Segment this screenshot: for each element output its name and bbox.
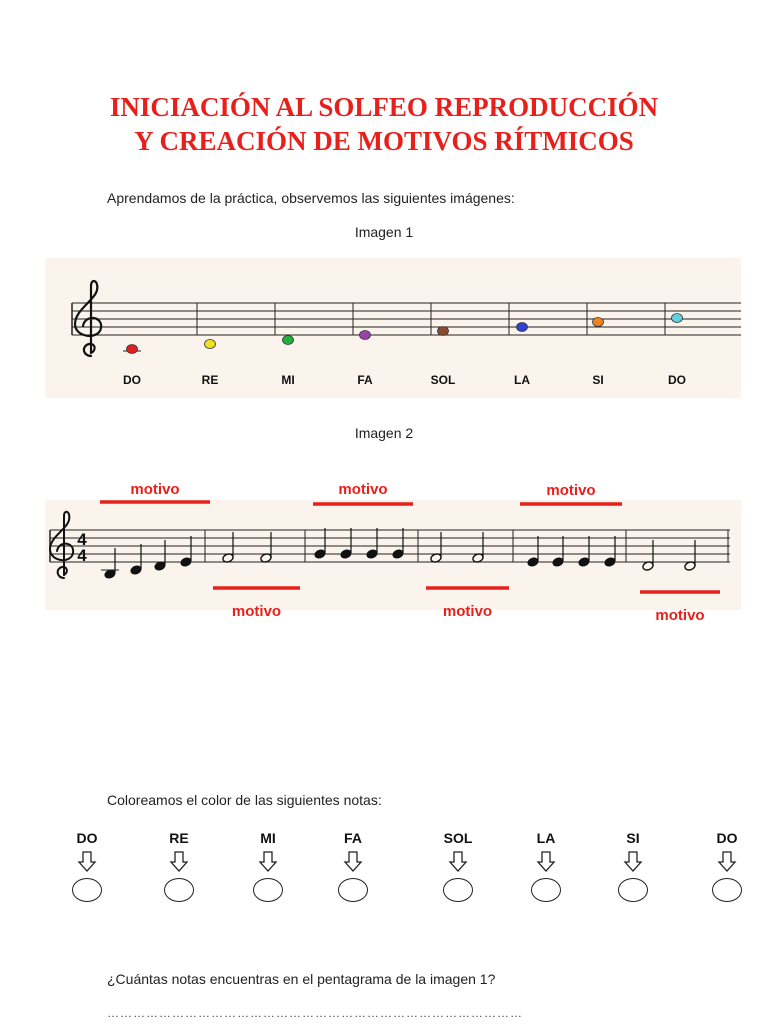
exercise-note-1 — [149, 830, 209, 902]
exercise-note-4 — [428, 830, 488, 902]
image-2-caption: Imagen 2 — [354, 425, 414, 441]
down-arrow-icon — [603, 850, 663, 876]
quarter-note — [604, 557, 616, 568]
quarter-note — [527, 557, 539, 568]
motivo-label: motivo — [130, 481, 180, 498]
motivo-label: motivo — [546, 482, 596, 499]
scale-note-3 — [360, 331, 371, 340]
exercise-note-7 — [697, 830, 757, 902]
quarter-note — [552, 557, 564, 568]
scale-note-label: SI — [592, 373, 604, 387]
down-arrow-icon — [516, 850, 576, 876]
exercise-note-2 — [238, 830, 298, 902]
scale-note-label: RE — [201, 373, 219, 387]
image-1-caption: Imagen 1 — [354, 224, 414, 240]
color-circle[interactable] — [338, 878, 368, 902]
color-circle[interactable] — [72, 878, 102, 902]
title-line-2: Y CREACIÓN DE MOTIVOS RÍTMICOS — [134, 126, 634, 156]
color-circle[interactable] — [164, 878, 194, 902]
title-line-1: INICIACIÓN AL SOLFEO REPRODUCCIÓN — [109, 92, 659, 122]
exercise-note-label: LA — [536, 830, 556, 846]
motivo-label: motivo — [655, 607, 705, 624]
motivo-markers — [100, 481, 720, 624]
answer-line[interactable]: …………………………………………………………………………………… — [107, 1006, 523, 1020]
exercise-note-label: SOL — [443, 830, 473, 846]
staff-lines-2 — [50, 530, 730, 562]
exercise-note-5 — [516, 830, 576, 902]
motivos-svg — [0, 470, 768, 630]
scale-note-6 — [593, 318, 604, 327]
down-arrow-icon — [238, 850, 298, 876]
down-arrow-icon — [697, 850, 757, 876]
time-signature-bottom: 4 — [77, 546, 87, 565]
motivo-label: motivo — [442, 603, 493, 620]
scale-note-4 — [438, 327, 449, 336]
page-title — [0, 90, 768, 158]
scale-staff-svg — [45, 258, 741, 398]
scale-note-1 — [205, 340, 216, 349]
scale-note-label: DO — [123, 373, 141, 387]
down-arrow-icon — [428, 850, 488, 876]
color-circle[interactable] — [618, 878, 648, 902]
scale-note-label: MI — [281, 373, 295, 387]
time-signature-top: 4 — [77, 530, 87, 549]
scale-note-label: FA — [357, 373, 373, 387]
down-arrow-icon — [323, 850, 383, 876]
scale-note-2 — [283, 336, 294, 345]
scale-note-label: SOL — [430, 373, 456, 387]
exercise-note-6 — [603, 830, 663, 902]
quarter-note — [130, 565, 142, 576]
exercise-instruction: Coloreamos el color de las siguientes notas: — [107, 792, 382, 808]
staff-lines — [72, 303, 741, 335]
quarter-note — [366, 549, 378, 560]
color-circle[interactable] — [712, 878, 742, 902]
exercise-note-label: MI — [260, 830, 276, 846]
motivo-label: motivo — [338, 481, 388, 498]
exercise-note-3 — [323, 830, 383, 902]
scale-note-label: LA — [514, 373, 530, 387]
scale-note-7 — [672, 314, 683, 323]
quarter-note — [578, 557, 590, 568]
coloring-exercise — [0, 830, 768, 920]
image-1-staff — [45, 258, 741, 398]
color-circle[interactable] — [253, 878, 283, 902]
quarter-note — [340, 549, 352, 560]
exercise-note-label: DO — [716, 830, 738, 846]
down-arrow-icon — [57, 850, 117, 876]
quarter-note — [392, 549, 404, 560]
exercise-note-0 — [57, 830, 117, 902]
scale-labels — [123, 373, 686, 387]
question-text: ¿Cuántas notas encuentras en el pentagrama de la imagen 1? — [107, 971, 496, 987]
exercise-note-label: DO — [76, 830, 98, 846]
color-circle[interactable] — [531, 878, 561, 902]
scale-note-5 — [517, 323, 528, 332]
down-arrow-icon — [149, 850, 209, 876]
intro-text: Aprendamos de la práctica, observemos las siguientes imágenes: — [107, 190, 515, 206]
exercise-note-label: RE — [169, 830, 189, 846]
scale-note-0 — [127, 345, 138, 354]
quarter-note — [180, 557, 192, 568]
treble-clef-icon-2 — [50, 512, 73, 578]
motivo-label: motivo — [231, 603, 282, 620]
scale-note-label: DO — [668, 373, 686, 387]
exercise-note-label: SI — [626, 830, 640, 846]
quarter-note — [314, 549, 326, 560]
exercise-note-label: FA — [344, 830, 362, 846]
color-circle[interactable] — [443, 878, 473, 902]
